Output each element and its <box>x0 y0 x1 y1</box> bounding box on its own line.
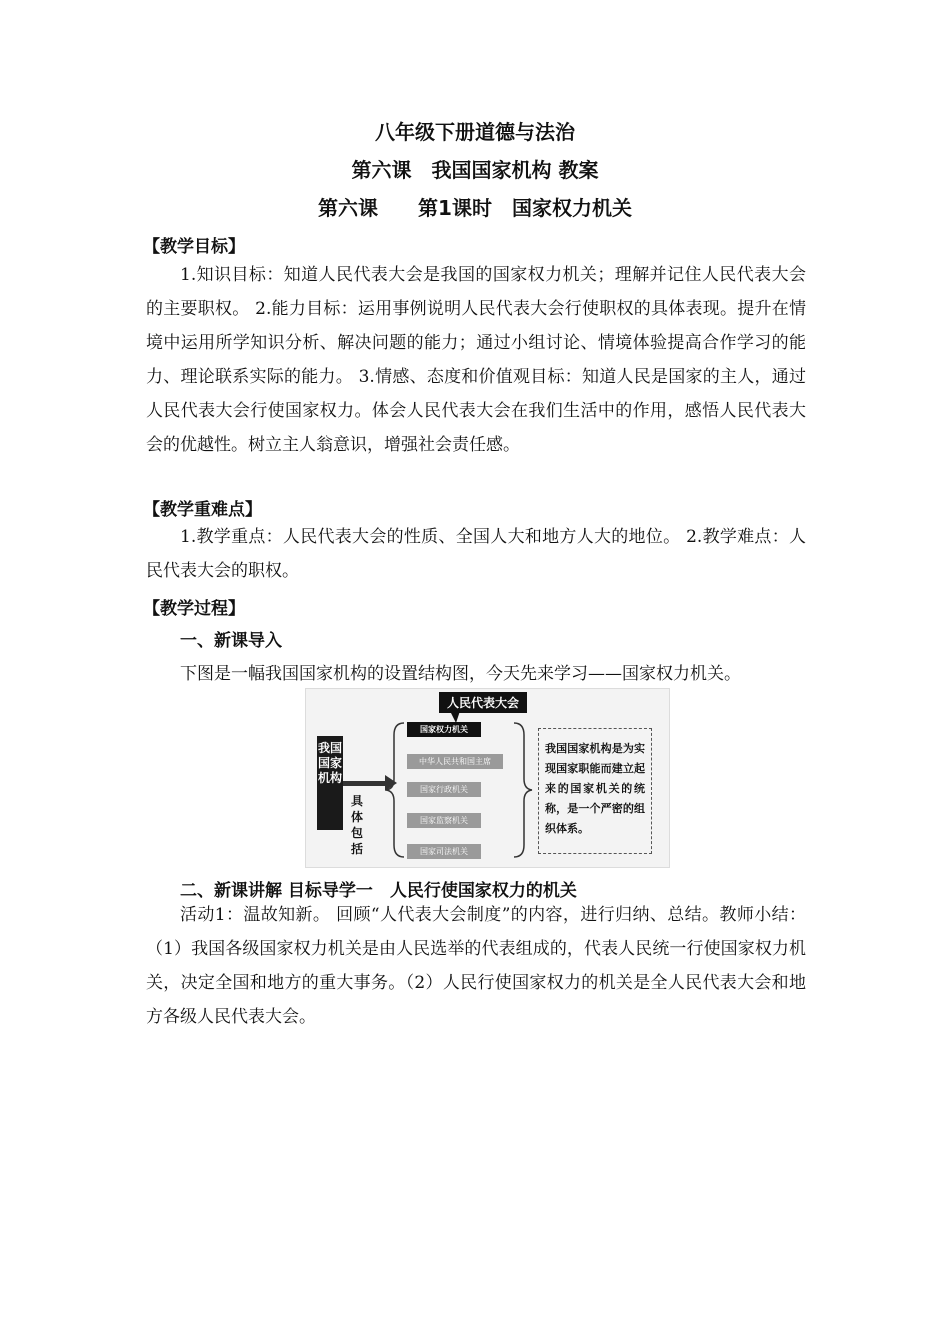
diagram-item: 中华人民共和国主席 <box>407 754 503 769</box>
diagram-arrow-label: 具体包括 <box>350 794 363 856</box>
lesson-title: 第六课 我国国家机构 教案 <box>351 158 599 182</box>
left-brace-icon <box>384 721 406 859</box>
structure-diagram <box>305 688 670 868</box>
diagram-item: 国家行政机关 <box>407 782 481 797</box>
diagram-top-label: 人民代表大会 <box>439 692 527 713</box>
diagram-item: 国家司法机关 <box>407 844 481 859</box>
goals-paragraph: 1.知识目标：知道人民代表大会是我国的国家权力机关；理解并记住人民代表大会的主要职权。 2.能力目标：运用事例说明人民代表大会行使职权的具体表现。提升在情境中运用所学知识分析、解决问题的能力；通过小组讨论、情境体验提高合作学习的能力、理论联系实际的能力。 3.情感、态度和价值观目标：知道人民是国家的主人，通过人民代表大会行使国家权力。体会人民代表大会在我们生活中的作用，感悟人民代表大会的优越性。树立主人翁意识，增强社会责任感。 <box>146 265 806 455</box>
document-title: 八年级下册道德与法治 <box>375 120 575 144</box>
period-title: 第六课 第1课时 国家权力机关 <box>318 196 632 220</box>
key-points-heading: 【教学重难点】 <box>143 500 262 520</box>
goals-heading: 【教学目标】 <box>143 237 245 257</box>
lecture-heading: 二、新课讲解 目标导学一 人民行使国家权力的机关 <box>180 881 577 901</box>
right-brace-icon <box>512 721 534 859</box>
activity-paragraph: 活动1：温故知新。 回顾“人代表大会制度”的内容，进行归纳、总结。教师小结：（1）我国各级国家权力机关是由人民选举的代表组成的，代表人民统一行使国家权力机关，决定全国和地方的重大事务。（2）人民行使国家权力的机关是全人民代表大会和地方各级人民代表大会。 <box>146 905 806 1027</box>
intro-heading: 一、新课导入 <box>180 631 282 651</box>
arrow-icon <box>343 781 387 786</box>
diagram-item: 国家监察机关 <box>407 813 481 828</box>
key-points-paragraph: 1.教学重点：人民代表大会的性质、全国人大和地方人大的地位。 2.教学难点：人民代表大会的职权。 <box>146 527 806 581</box>
intro-text: 下图是一幅我国国家机构的设置结构图，今天先来学习——国家权力机关。 <box>180 664 741 684</box>
diagram-definition-box: 我国国家机构是为实现国家职能而建立起来的国家机关的统称，是一个严密的组织体系。 <box>538 728 652 854</box>
diagram-item: 国家权力机关 <box>407 722 481 737</box>
process-heading: 【教学过程】 <box>143 599 245 619</box>
diagram-root-label: 我国国家机构 <box>317 736 343 830</box>
